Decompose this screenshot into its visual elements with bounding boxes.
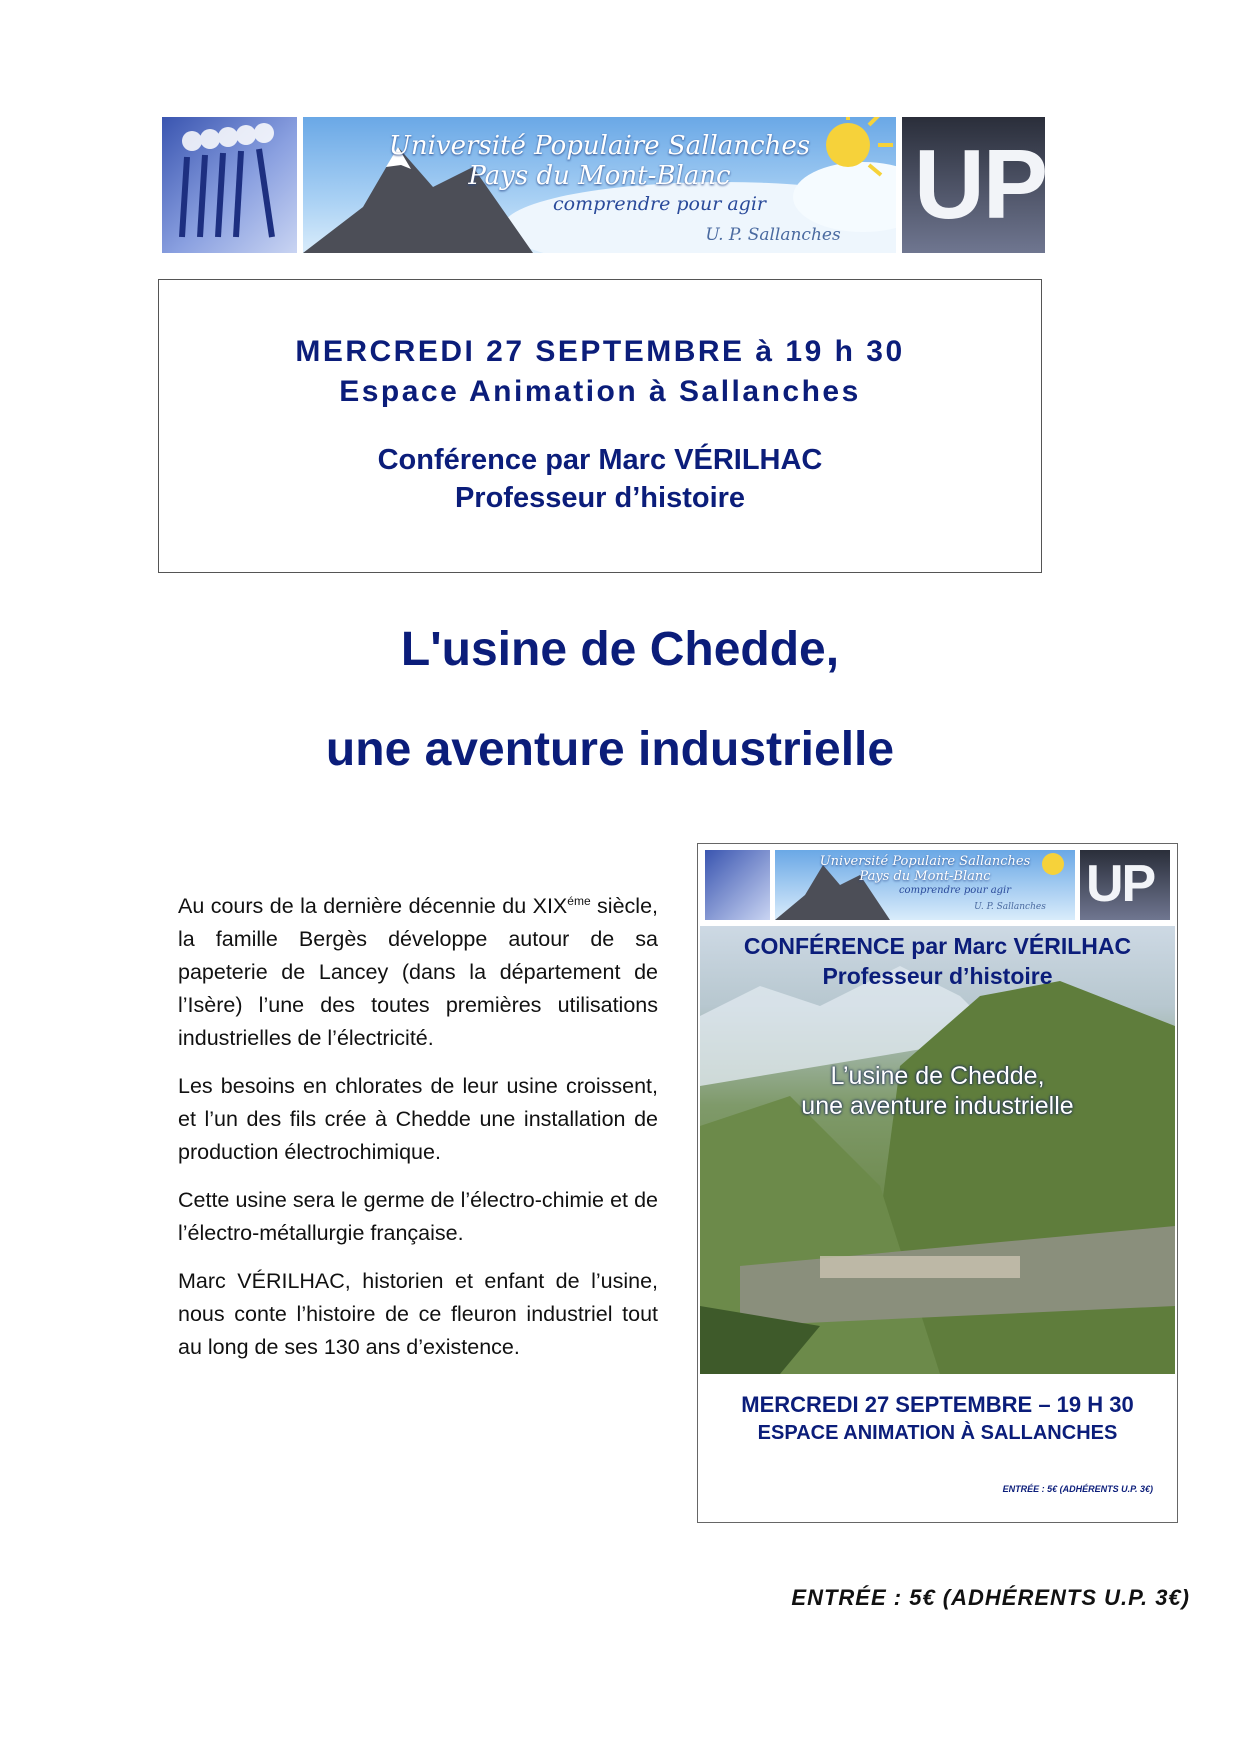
banner-title-line1: Université Populaire Sallanches bbox=[388, 131, 811, 161]
banner-university bbox=[303, 117, 896, 253]
description-text bbox=[178, 890, 658, 1379]
poster-up-logo bbox=[1080, 850, 1170, 920]
valley-landscape-image bbox=[700, 926, 1175, 1374]
poster-place: ESPACE ANIMATION À SALLANCHES bbox=[757, 1422, 1118, 1444]
poster-heading: CONFÉRENCE par Marc VÉRILHAC bbox=[743, 933, 1132, 959]
poster-subheading: Professeur d’histoire bbox=[822, 963, 1053, 989]
event-info-box bbox=[158, 279, 1042, 573]
speaker-line: Conférence par Marc VÉRILHAC bbox=[377, 444, 823, 476]
up-logo-letters: UP bbox=[914, 129, 1047, 239]
speaker-title: Professeur d’histoire bbox=[454, 482, 746, 514]
poster-title-line1: L’usine de Chedde, bbox=[830, 1062, 1045, 1090]
paragraph-1: Au cours de la dernière décennie du $XIX^{éme}$ siècle, la famille Bergès développe autour de sa papeterie de Lancey (dans la département de l’Isère) l’une des toutes premières utilisations industrielles de l’électricité. bbox=[178, 893, 658, 1050]
banner-title-line2: Pays du Mont-Blanc bbox=[468, 161, 731, 191]
poster-banner bbox=[775, 850, 1075, 920]
poster-entree: ENTRÉE : 5€ (ADHÉRENTS U.P. 3€) bbox=[1002, 1484, 1153, 1494]
poster-thumbnail bbox=[697, 843, 1178, 1523]
poster-banner-line1: Université Populaire Sallanches bbox=[819, 854, 1031, 869]
poster-up-logo-letters: UP bbox=[1086, 855, 1155, 913]
paragraph-3: Cette usine sera le germe de l’électro-chimie et de l’électro-métallurgie française. bbox=[178, 1188, 658, 1245]
entry-price: ENTRÉE : 5€ (ADHÉRENTS U.P. 3€) bbox=[791, 1585, 1190, 1610]
valley-factory-photo bbox=[700, 926, 1175, 1374]
poster-figures-logo bbox=[705, 850, 770, 920]
conference-title-line2: une aventure industrielle bbox=[325, 723, 895, 776]
conference-title-line1: L'usine de Chedde, bbox=[400, 623, 840, 676]
people-figures-icon bbox=[162, 117, 297, 253]
poster-banner-tagline: comprendre pour agir bbox=[898, 885, 1012, 896]
poster-banner-line2: Pays du Mont-Blanc bbox=[859, 869, 991, 884]
poster-date: MERCREDI 27 SEPTEMBRE – 19 H 30 bbox=[741, 1392, 1134, 1417]
banner-tagline: comprendre pour agir bbox=[553, 193, 766, 215]
event-place: Espace Animation à Sallanches bbox=[339, 375, 861, 408]
banner-signature: U. P. Sallanches bbox=[705, 225, 841, 245]
paragraph-4: Marc VÉRILHAC, historien et enfant de l’usine, nous conte l’histoire de ce fleuron industriel tout au long de ses 130 ans d’existence. bbox=[178, 1269, 658, 1359]
poster-title-line2: une aventure industrielle bbox=[801, 1092, 1074, 1120]
event-date: MERCREDI 27 SEPTEMBRE à 19 h 30 bbox=[295, 335, 905, 368]
paragraph-2: Les besoins en chlorates de leur usine croissent, et l’un des fils crée à Chedde une installation de production électrochimique. bbox=[178, 1074, 658, 1164]
up-logo bbox=[902, 117, 1045, 253]
poster-banner-signature: U. P. Sallanches bbox=[974, 902, 1046, 912]
banner-figures-logo bbox=[162, 117, 297, 253]
